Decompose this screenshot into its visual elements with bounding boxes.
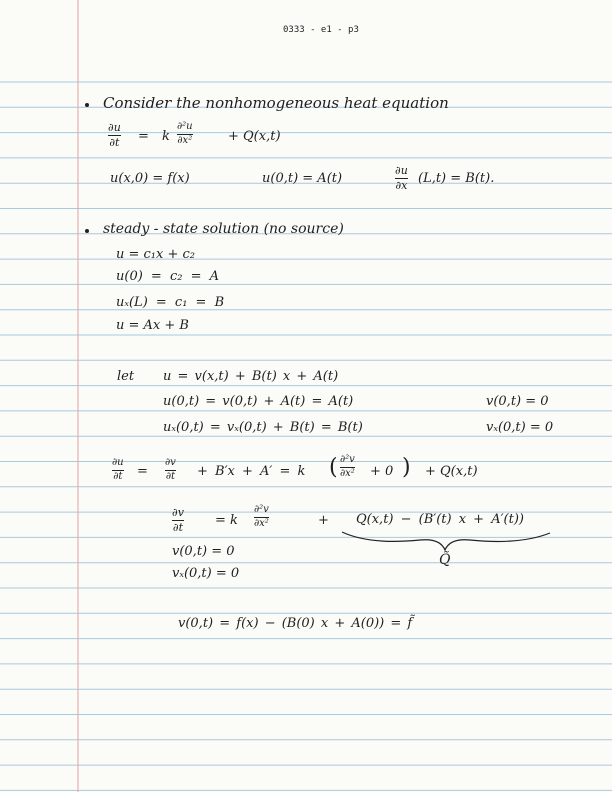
derivative-terms: + B′x + A′ = k [197,464,306,479]
fraction-denominator: ∂x² [254,517,269,529]
equals-k: = k [215,513,238,528]
let-equation: u = v(x,t) + B(t) x + A(t) [163,369,339,384]
steady-line-2: u(0) = c₂ = A [116,269,219,284]
fraction-denominator: ∂x² [177,134,193,146]
plus-zero: + 0 [370,464,394,479]
left-boundary-condition: u(0,t) = A(t) [262,171,343,186]
page-code: 0333 - e1 - p3 [283,25,359,35]
right-paren: ) [402,455,411,480]
left-paren: ( [329,455,338,480]
fraction-denominator: ∂t [165,470,176,482]
initial-condition: u(x,0) = f(x) [110,171,190,186]
fraction-numerator: ∂v [172,506,184,519]
plus-sign: + [318,513,329,528]
vx-boundary-condition: vₓ(0,t) = 0 [172,566,240,581]
right-boundary-condition: (L,t) = B(t). [418,171,495,186]
fraction-numerator: ∂²v [340,454,355,465]
steady-state-heading: steady - state solution (no source) [103,221,344,237]
fraction-numerator: ∂u [112,457,124,468]
k-coefficient: k [162,129,170,144]
fraction-numerator: ∂u [108,121,121,134]
equals-sign: = [138,129,149,144]
fraction-denominator: ∂x [395,178,408,192]
source-term: + Q(x,t) [425,464,478,479]
v-at-zero-result: v(0,t) = 0 [486,394,549,409]
fraction-numerator: ∂²u [177,121,193,132]
source-term: + Q(x,t) [228,129,281,144]
fraction-numerator: ∂v [165,457,176,468]
v-initial-condition: v(0,t) = f(x) − (B(0) x + A(0)) = f̃ [178,616,413,631]
fraction-denominator: ∂t [172,520,183,534]
fraction-numerator: ∂u [395,164,408,177]
equals-sign: = [137,464,148,479]
steady-line-4: u = Ax + B [116,318,189,333]
let-word: let [117,369,135,384]
fraction-denominator: ∂x² [340,467,355,479]
u-at-zero-equation: u(0,t) = v(0,t) + A(t) = A(t) [163,394,354,409]
intro-text: Consider the nonhomogeneous heat equation [103,94,449,112]
steady-line-3: uₓ(L) = c₁ = B [116,295,225,310]
vx-at-zero-result: vₓ(0,t) = 0 [486,420,554,435]
q-tilde-label: Q̃ [439,552,451,568]
steady-line-1: u = c₁x + c₂ [116,247,196,262]
ux-at-zero-equation: uₓ(0,t) = vₓ(0,t) + B(t) = B(t) [163,420,363,435]
fraction-denominator: ∂t [109,135,120,149]
fraction-denominator: ∂t [113,470,123,482]
q-tilde-expression: Q(x,t) − (B′(t) x + A′(t)) [356,512,524,527]
fraction-numerator: ∂²v [254,504,269,515]
v-boundary-condition: v(0,t) = 0 [172,544,235,559]
